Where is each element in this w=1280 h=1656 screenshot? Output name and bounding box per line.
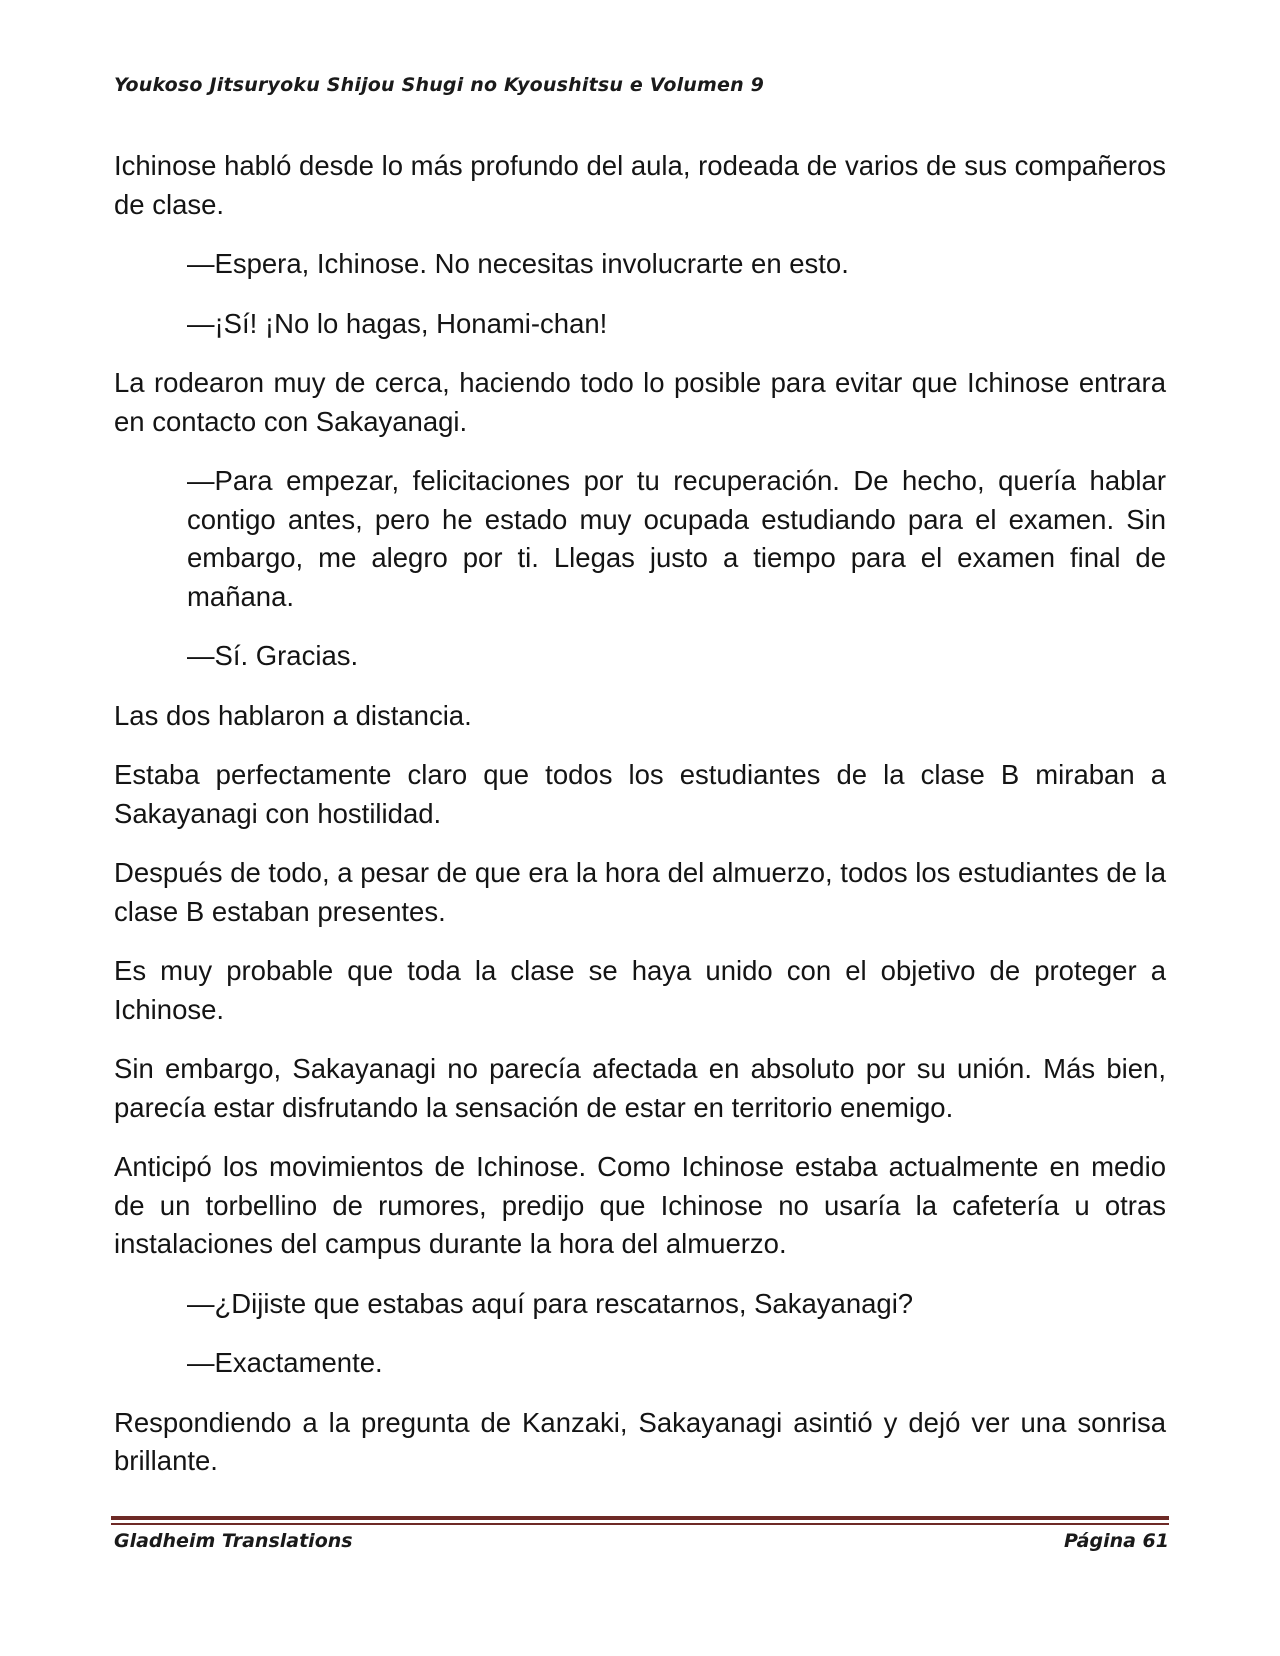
paragraph: Anticipó los movimientos de Ichinose. Como Ichinose estaba actualmente en medio de un torbellino de rumores, predijo que Ichinose no usaría la cafetería u otras instalaciones del campus durante la hora del almuerzo. — [114, 1151, 1166, 1259]
dialog-line: —¡Sí! ¡No lo hagas, Honami-chan! — [187, 307, 608, 339]
dialog-line: —¿Dijiste que estabas aquí para rescatarnos, Sakayanagi? — [187, 1287, 914, 1319]
paragraph: La rodearon muy de cerca, haciendo todo lo posible para evitar que Ichinose entrara en contacto con Sakayanagi. — [114, 367, 1166, 437]
paragraph: Estaba perfectamente claro que todos los estudiantes de la clase B miraban a Sakayanagi con hostilidad. — [114, 759, 1166, 829]
dialog-line: —Espera, Ichinose. No necesitas involucrarte en esto. — [187, 248, 849, 279]
footer-divider — [111, 1516, 1169, 1520]
footer-credit: Gladheim Translations — [114, 1530, 353, 1552]
running-header: Youkoso Jitsuryoku Shijou Shugi no Kyoushitsu e Volumen 9 — [114, 74, 765, 96]
page-body — [114, 147, 1166, 1502]
paragraph: Ichinose habló desde lo más profundo del aula, rodeada de varios de sus compañeros de clase. — [114, 150, 1166, 220]
footer-divider-thin — [111, 1523, 1169, 1525]
dialog-line: —Sí. Gracias. — [187, 640, 359, 671]
dialog-line: —Exactamente. — [187, 1347, 383, 1378]
dialog-line: —Para empezar, felicitaciones por tu recuperación. De hecho, quería hablar contigo antes, pero he estado muy ocupada estudiando para el examen. Sin embargo, me alegro por ti. Llegas justo a tiempo para el examen final de mañana. — [187, 465, 1166, 612]
paragraph: Sin embargo, Sakayanagi no parecía afectada en absoluto por su unión. Más bien, parecía estar disfrutando la sensación de estar en territorio enemigo. — [114, 1053, 1166, 1123]
page-number: Página 61 — [1063, 1530, 1169, 1552]
paragraph: Respondiendo a la pregunta de Kanzaki, Sakayanagi asintió y dejó ver una sonrisa brillante. — [114, 1406, 1166, 1476]
paragraph: Es muy probable que toda la clase se haya unido con el objetivo de proteger a Ichinose. — [114, 955, 1166, 1025]
paragraph: Las dos hablaron a distancia. — [114, 699, 472, 731]
paragraph: Después de todo, a pesar de que era la hora del almuerzo, todos los estudiantes de la clase B estaban presentes. — [114, 857, 1166, 927]
